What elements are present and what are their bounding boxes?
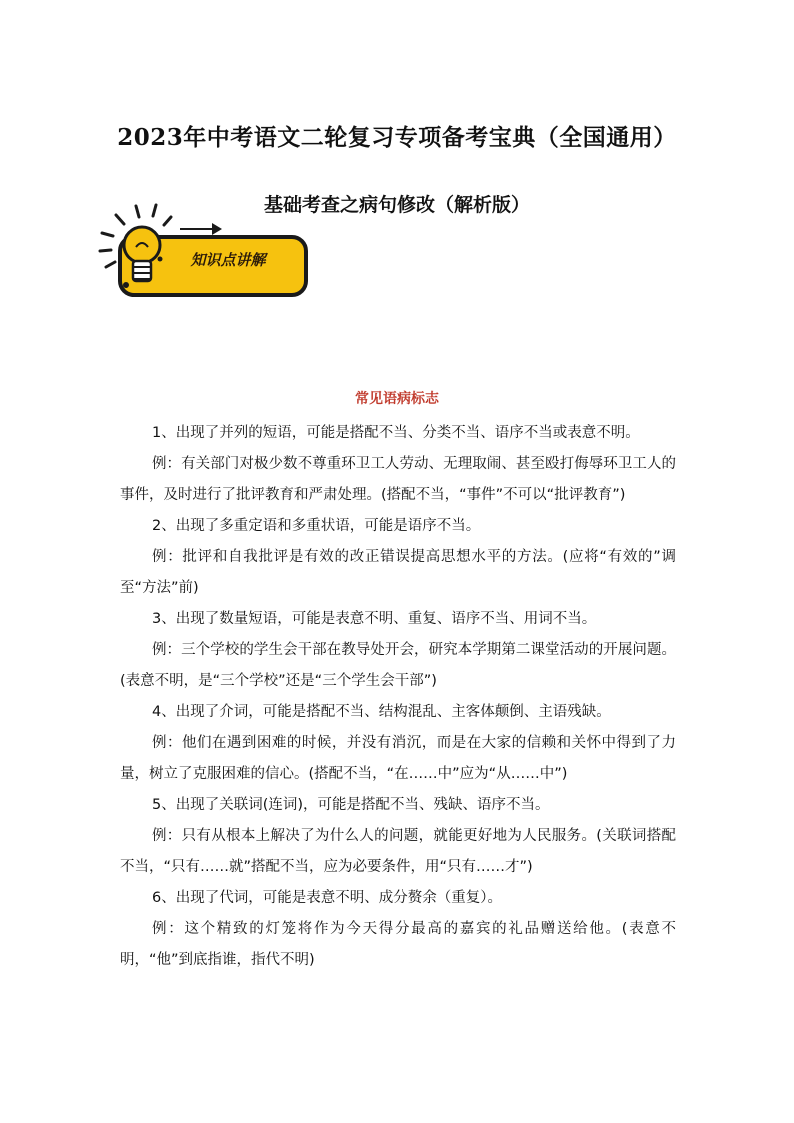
- paragraph: 5、出现了关联词(连词)，可能是搭配不当、残缺、语序不当。: [152, 797, 550, 813]
- paragraph: 2、出现了多重定语和多重状语，可能是语序不当。: [152, 518, 481, 534]
- body-text: [120, 418, 676, 976]
- paragraph: 例：他们在遇到困难的时候，并没有消沉，而是在大家的信赖和关怀中得到了力量，树立了克服困难的信心。(搭配不当，“在……中”应为“从……中”): [120, 735, 676, 782]
- paragraph: 例：只有从根本上解决了为什么人的问题，就能更好地为人民服务。(关联词搭配不当，“只有……就”搭配不当，应为必要条件，用“只有……才”): [120, 828, 676, 875]
- section-heading: 常见语病标志: [355, 391, 439, 407]
- paragraph: 例：这个精致的灯笼将作为今天得分最高的嘉宾的礼品赠送给他。(表意不明，“他”到底指谁，指代不明): [120, 921, 676, 968]
- knowledge-badge: [96, 203, 308, 299]
- paragraph: 4、出现了介词，可能是搭配不当、结构混乱、主客体颠倒、主语残缺。: [152, 704, 611, 720]
- page-title: 2023年中考语文二轮复习专项备考宝典（全国通用）: [117, 124, 677, 151]
- badge-label: 知识点讲解: [190, 251, 266, 269]
- paragraph: 例：批评和自我批评是有效的改正错误提高思想水平的方法。(应将“有效的”调至“方法”前): [120, 549, 676, 596]
- paragraph: 1、出现了并列的短语，可能是搭配不当、分类不当、语序不当或表意不明。: [152, 425, 640, 441]
- page-subtitle: 基础考查之病句修改（解析版）: [263, 194, 530, 216]
- paragraph: 3、出现了数量短语，可能是表意不明、重复、语序不当、用词不当。: [152, 611, 597, 627]
- paragraph: 6、出现了代词，可能是表意不明、成分赘余（重复）。: [152, 890, 502, 906]
- paragraph: 例：三个学校的学生会干部在教导处开会，研究本学期第二课堂活动的开展问题。(表意不明，是“三个学校”还是“三个学生会干部”): [120, 642, 676, 689]
- paragraph: 例：有关部门对极少数不尊重环卫工人劳动、无理取闹、甚至殴打侮辱环卫工人的事件，及时进行了批评教育和严肃处理。(搭配不当，“事件”不可以“批评教育”): [120, 456, 676, 503]
